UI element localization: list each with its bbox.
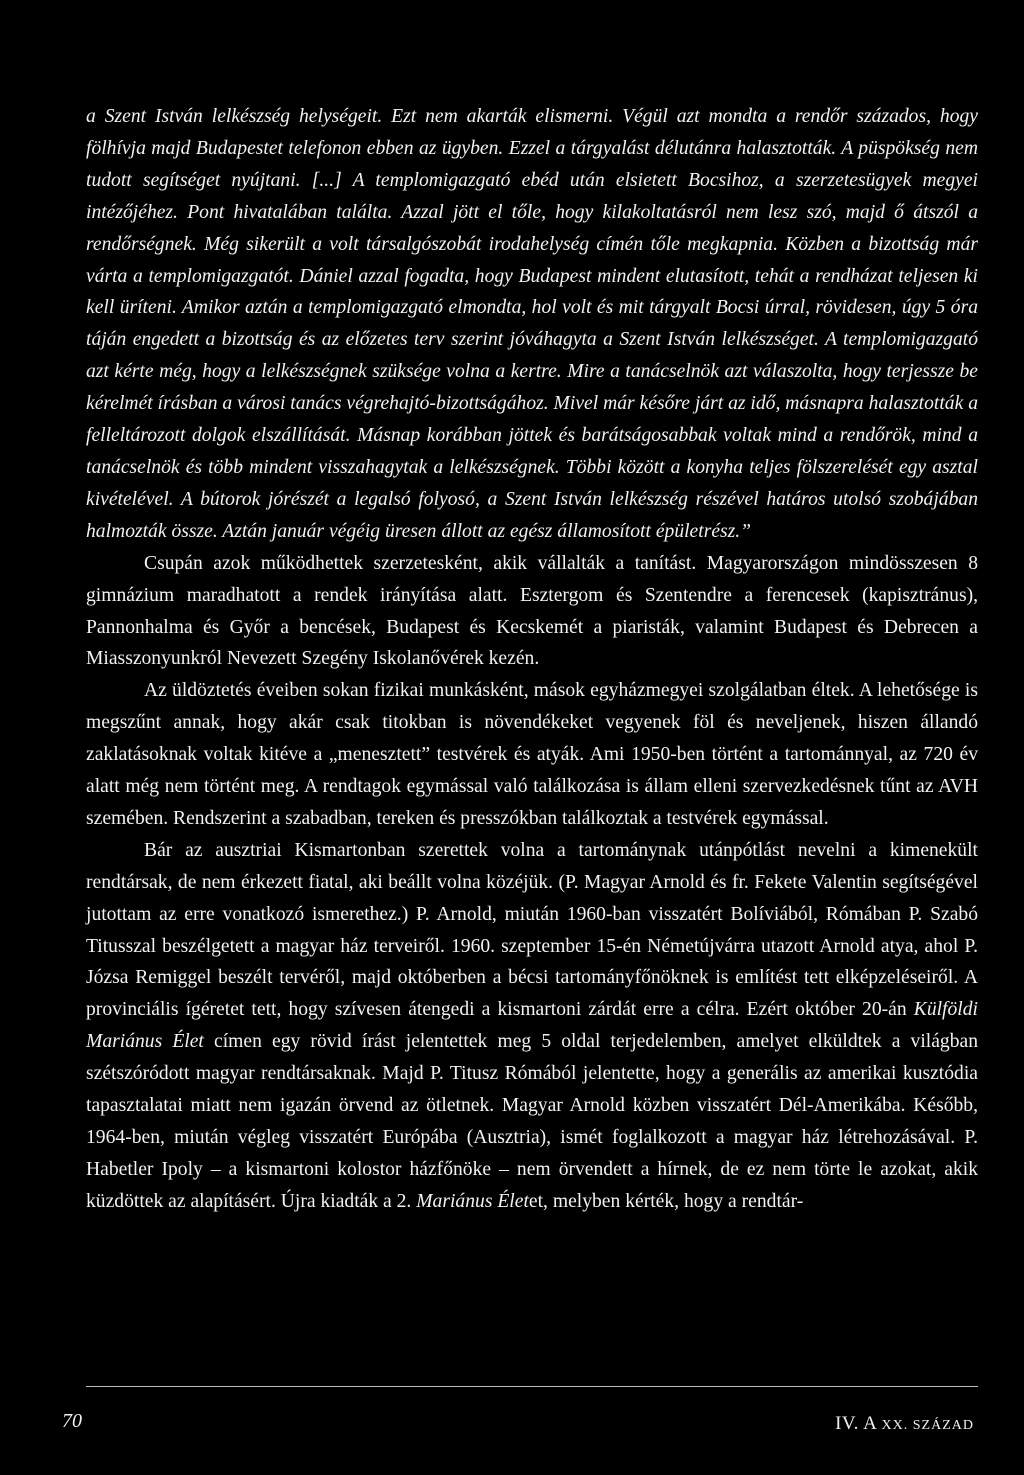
running-footer-smallcaps: XX. SZÁZAD [881, 1418, 974, 1433]
page-number: 70 [62, 1410, 82, 1432]
running-footer-prefix: IV. A [835, 1413, 877, 1434]
paragraph-1: Csupán azok működhettek szerzetesként, akik vállalták a tanítást. Magyarországon mindösszesen 8 gimnázium maradhatott a rendek irányítása alatt. Esztergom és Szentendre a ferencesek (kapisztránus), Pannonhalma és Győr a bencések, Budapest és Kecskemét a piaristák, valamint Budapest és Debrecen a Miasszonyunkról Nevezett Szegény Iskolanővérek kezén. [86, 552, 978, 670]
paragraph-2: Az üldöztetés éveiben sokan fizikai munkásként, mások egyházmegyei szolgálatban éltek. A lehetősége is megszűnt annak, hogy akár csak titokban is növendékeket vegyenek föl és neveljenek, hiszen állandó zaklatásoknak voltak kitéve a „menesztett” testvérek és atyák. Ami 1950-ben történt a tartománnyal, az 720 év alatt még nem történt meg. A rendtagok egymással való találkozása is állam elleni szervezkedésnek tűnt az AVH szemében. Rendszerint a szabadban, tereken és presszókban találkoztak a testvérek egymással. [86, 680, 978, 829]
footer-rule [86, 1386, 978, 1387]
journal-title-kulfoldi-marianus-elet: Külföldi Mariánus Élet [86, 999, 978, 1053]
paragraph-3 [86, 835, 978, 1218]
block-quote: a Szent István lelkészség helységeit. Ezt nem akarták elismerni. Végül azt mondta a rendőr százados, hogy fölhívja majd Budapestet telefonon ebben az ügyben. Ezzel a tárgyalást délutánra halasztották. A püspökség nem tudott segítséget nyújtani. [...] A templomigazgató ebéd után elsietett Bocsihoz, a szerzetesügyek megyei intézőjéhez. Pont hivatalában találta. Azzal jött el tőle, hogy kilakoltatásról nem lesz szó, majd ő átszól a rendőrségnek. Még sikerült a volt társalgószobát irodahelység címén tőle megkapnia. Közben a bizottság már várta a templomigazgatót. Dániel azzal fogadta, hogy Budapest mindent elutasított, tehát a rendházat teljesen ki kell üríteni. Amikor aztán a templomigazgató elmondta, hol volt és mit tárgyalt Bocsi úrral, rövidesen, úgy 5 óra táján engedett a bizottság és az előzetes terv szerint jóváhagyta a Szent István lelkészséget. A templomigazgató azt kérte még, hogy a lelkészségnek szüksége volna a kertre. Mire a tanácselnök azt válaszolta, hogy terjessze be kérelmét írásban a városi tanács végrehajtó-bizottságához. Mivel már későre járt az idő, másnapra halasztották a felleltározott dolgok elszállítását. Másnap korábban jöttek és barátságosabbak voltak mind a rendőrök, mind a tanácselnök és több mindent visszahagytak a lelkészségnek. Többi között a konyha teljes fölszerelését egy asztal kivételével. A bútorok jórészét a legalsó folyosó, a Szent István lelkészség részével határos utolsó szobájában halmozták össze. Aztán január végéig üresen állott az egész államosított épületrész.” [86, 106, 978, 542]
paragraph-3-part-c: et, melyben kérték, hogy a rendtár- [528, 1190, 804, 1212]
running-footer-title [835, 1413, 974, 1435]
paragraph-3-part-a: Bár az ausztriai Kismartonban szerettek volna a tartománynak utánpótlást nevelni a kimenekült rendtársak, de nem érkezett fiatal, aki beállt volna közéjük. (P. Magyar Arnold és fr. Fekete Valentin segítségével jutottam az erre vonatkozó ismerethez.) P. Arnold, miután 1960-ban visszatért Bolíviából, Rómában P. Szabó Titusszal beszélgetett a magyar ház terveiről. 1960. szeptember 15-én Németújvárra utazott Arnold atya, ahol P. Józsa Remiggel beszélt tervéről, majd októberben a bécsi tartományfőnöknek is említést tett elképzeléseiről. A provinciális ígéretet tett, hogy szívesen átengedi a kismartoni zárdát erre a célra. Ezért október 20-án [86, 839, 978, 1021]
page-content [86, 101, 978, 1218]
paragraph-3-part-b: címen egy rövid írást jelentettek meg 5 oldal terjedelemben, amelyet elküldtek a világban szétszóródott magyar rendtársaknak. Majd P. Titusz Rómából jelentette, hogy a generális az amerikai kusztódia tapasztalatai miatt nem igazán örvend az ötletnek. Magyar Arnold közben visszatért Dél-Amerikába. Később, 1964-ben, miután végleg visszatért Európába (Ausztria), ismét foglalkozott a magyar ház létrehozásával. P. Habetler Ipoly – a kismartoni kolostor házfőnöke – nem örvendett a hírnek, de ez nem törte le azokat, akik küzdöttek az alapításért. Újra kiadták a 2. [86, 1031, 978, 1212]
journal-title-marianus-elet: Mariánus Élet [416, 1190, 529, 1212]
